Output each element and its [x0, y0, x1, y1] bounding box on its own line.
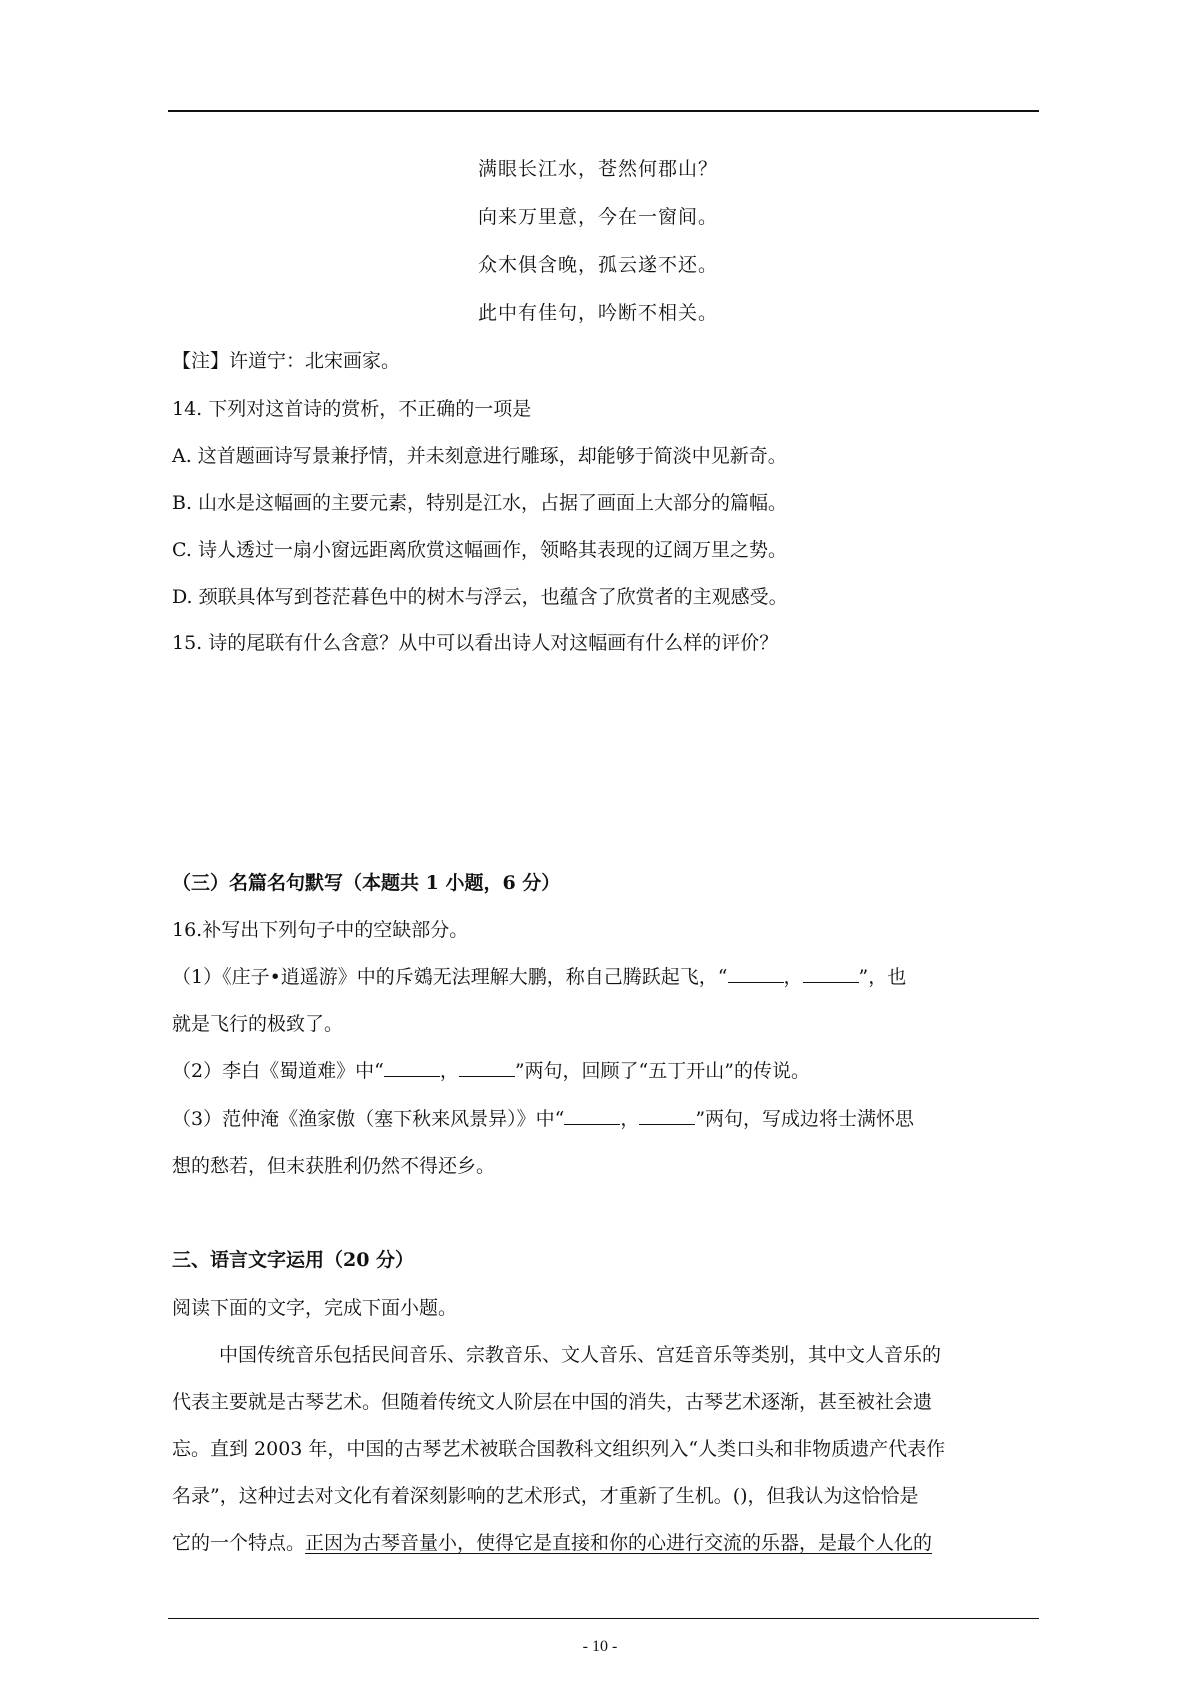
answer-blank[interactable]	[564, 1110, 620, 1125]
question-16-item-3: （3）范仲淹《渔家傲（塞下秋来风景异）》中“ ， ”两句，写成边将士满怀思	[172, 1108, 915, 1130]
poem-line-1: 满眼长江水，苍然何郡山？	[478, 158, 719, 180]
question-14-option-b: B. 山水是这幅画的主要元素，特别是江水，占据了画面上大部分的篇幅。	[172, 492, 788, 514]
page-number: - 10 -	[582, 1638, 618, 1655]
footer-rule	[168, 1618, 1039, 1619]
question-14-option-d: D. 颈联具体写到苍茫暮色中的树木与浮云，也蕴含了欣赏者的主观感受。	[172, 586, 788, 608]
question-14-option-a: A. 这首题画诗写景兼抒情，并未刻意进行雕琢，却能够于简淡中见新奇。	[172, 445, 787, 467]
reading-intro: 阅读下面的文字，完成下面小题。	[172, 1297, 458, 1319]
question-16-item-3-cont: 想的愁若，但末获胜利仍然不得还乡。	[172, 1155, 496, 1177]
section-heading-dictation: （三）名篇名句默写（本题共 1 小题，6 分）	[172, 872, 561, 894]
question-16-item-1-cont: 就是飞行的极致了。	[172, 1013, 344, 1035]
poem-line-3: 众木俱含晚，孤云遂不还。	[478, 254, 719, 276]
answer-blank[interactable]	[639, 1110, 695, 1125]
question-15: 15. 诗的尾联有什么含意？从中可以看出诗人对这幅画有什么样的评价？	[172, 632, 779, 654]
poem-note: 【注】许道宁：北宋画家。	[172, 350, 401, 372]
passage-line-2: 代表主要就是古琴艺术。但随着传统文人阶层在中国的消失，古琴艺术逐渐，甚至被社会遗	[172, 1391, 933, 1413]
question-16-item-2: （2）李白《蜀道难》中“ ， ”两句，回顾了“五丁开山”的传说。	[172, 1060, 810, 1082]
question-16-stem: 16.补写出下列句子中的空缺部分。	[172, 919, 469, 941]
answer-blank[interactable]	[384, 1062, 440, 1077]
answer-blank[interactable]	[459, 1062, 515, 1077]
section-heading-language: 三、语言文字运用（20 分）	[172, 1249, 415, 1271]
poem-line-4: 此中有佳句，吟断不相关。	[478, 302, 719, 324]
poem-line-2: 向来万里意，今在一窗间。	[478, 206, 719, 228]
question-16-item-1: （1）《庄子•逍遥游》中的斥鴳无法理解大鹏，称自己腾跃起飞，“ ， ”，也	[172, 966, 907, 988]
question-14-option-c: C. 诗人透过一扇小窗远距离欣赏这幅画作，领略其表现的辽阔万里之势。	[172, 539, 787, 561]
underlined-sentence: 正因为古琴音量小，使得它是直接和你的心进行交流的乐器，是最个人化的	[305, 1532, 933, 1554]
passage-line-4: 名录”，这种过去对文化有着深刻影响的艺术形式，才重新了生机。()，但我认为这恰恰是	[172, 1485, 919, 1507]
answer-blank[interactable]	[803, 968, 859, 983]
answer-blank[interactable]	[728, 968, 784, 983]
passage-line-5: 它的一个特点。正因为古琴音量小，使得它是直接和你的心进行交流的乐器，是最个人化的	[172, 1532, 933, 1554]
header-rule	[168, 110, 1039, 112]
passage-line-3: 忘。直到 2003 年，中国的古琴艺术被联合国教科文组织列入“人类口头和非物质遗产代表作	[172, 1438, 946, 1460]
passage-line-1: 中国传统音乐包括民间音乐、宗教音乐、文人音乐、宫廷音乐等类别，其中文人音乐的	[219, 1344, 942, 1366]
question-14-stem: 14. 下列对这首诗的赏析，不正确的一项是	[172, 398, 532, 420]
